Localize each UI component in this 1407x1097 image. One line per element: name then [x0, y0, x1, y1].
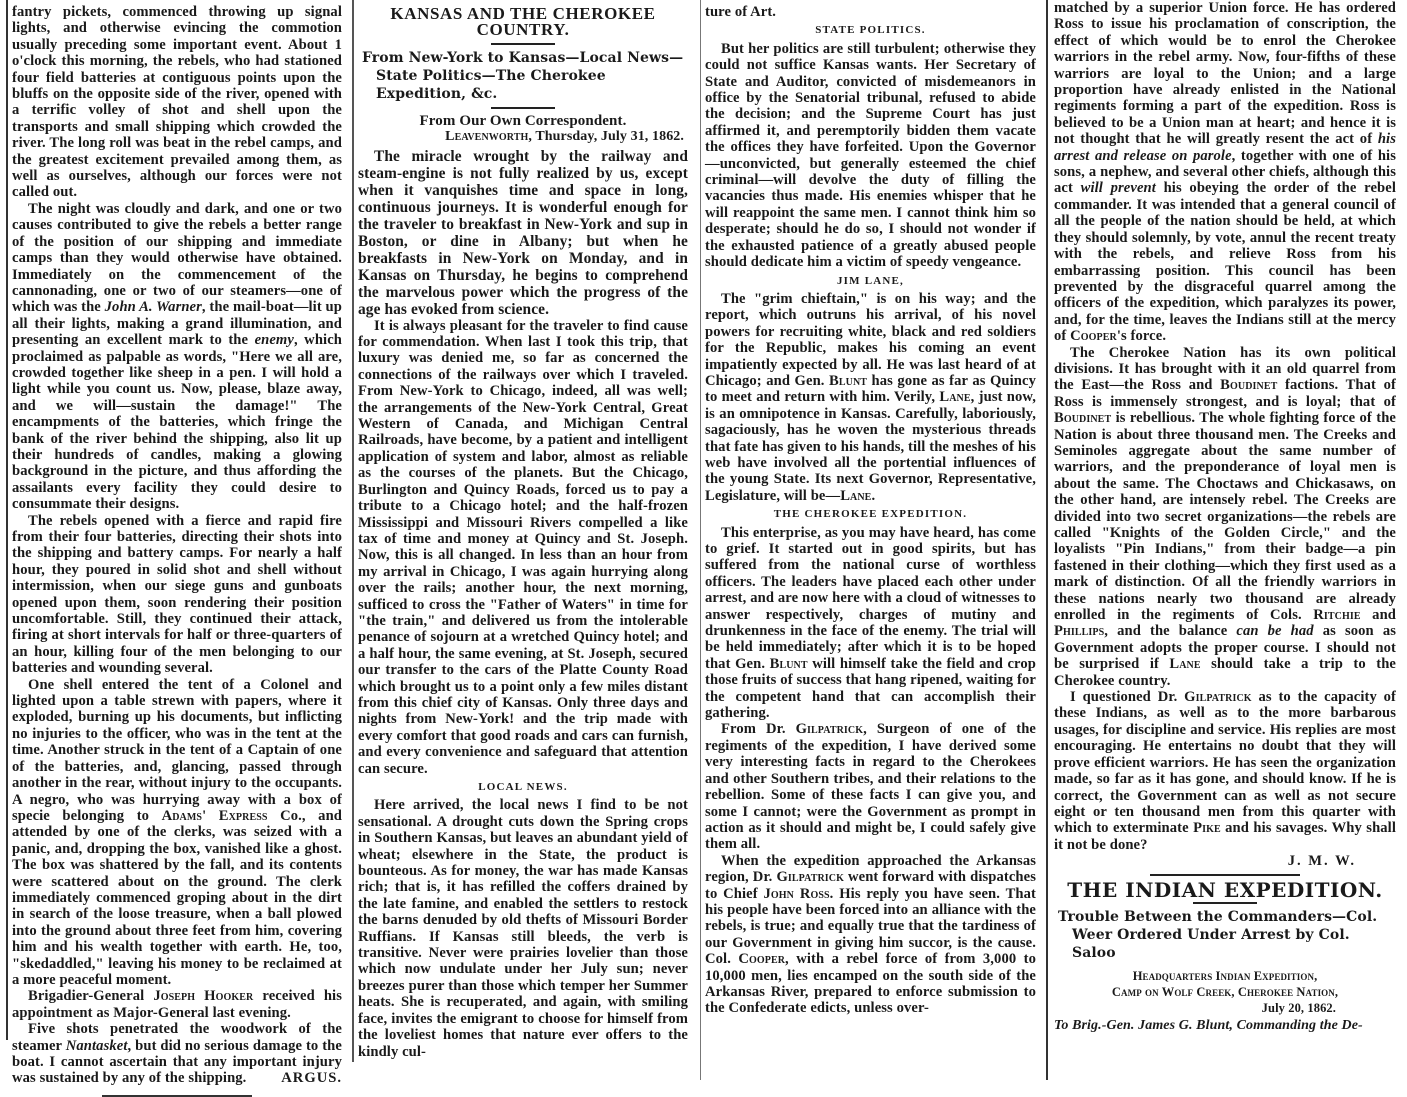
- paragraph: I questioned Dr. Gilpatrick as to the capacity of these Indians, as well as to the more barbarous usages, for discipline and service. His replies are most encouraging. He entertains no doubt that they will prove efficient warriors. He has seen the organization made, so far as it has gone, and should know. If he is correct, the Government can as well as not secure eight or ten thousand men from this quarter with which to exterminate Pike and his savages. Why shall it not be done?: [1054, 689, 1396, 853]
- divider-rule: [491, 107, 555, 109]
- byline: From Our Own Correspondent.: [419, 112, 627, 129]
- paragraph: Five shots penetrated the woodwork of the steamer Nantasket, but did no serious damage to the boat. I cannot ascertain that any important injury was sustained by any of the shipping. ARGUS.: [12, 1021, 342, 1087]
- article-title: THE INDIAN EXPEDITION.: [1067, 877, 1383, 902]
- paragraph: matched by a superior Union force. He has ordered Ross to issue his proclamation of conscription, the effect of which would be to enrol the Cherokee warriors in the rebel army. Now, four-fifths of these warriors are loyal to the Union; and a large proportion have already enlisted in the National regiments forming a part of the expedition. Ross is believed to be a Union man at heart; and hence it is not thought that he will greatly resent the act of his arrest and release on parole, together with one of his sons, a nephew, and several other chiefs, although this act will prevent his obeying the order of the rebel commander. It was intended that a general council of all the people of the nation should be held, at which they should solemnly, by vote, annul the recent treaty with the rebels, and relieve Ross from his embarrassing position. This council has been prevented by the disgraceful quarrel among the officers of the expedition, which paralyzes its power, and, for the time, leaves the Indians still at the mercy of Cooper's force.: [1054, 0, 1396, 345]
- column-4: [1046, 0, 1402, 1080]
- signature: ARGUS.: [281, 1070, 342, 1087]
- dateline: Leavenworth, Thursday, July 31, 1862.: [445, 129, 684, 145]
- section-subhead: STATE POLITICS.: [815, 24, 926, 37]
- salutation: To Brig.-Gen. James G. Blunt, Commanding the De-: [1054, 1017, 1363, 1033]
- section-subhead: JIM LANE,: [836, 274, 905, 287]
- ship-name: Nantasket: [65, 1037, 128, 1054]
- paragraph: The Cherokee Nation has its own political divisions. It has brought with it an old quarrel from the East—the Ross and Boudinet factions. That of Ross is immensely strongest, and is loyal; that of Boudinet is rebellious. The whole fighting force of the Nation is about three thousand men. The Creeks and Seminoles aggregate about the same number of warriors, and the preponderance of loyal men is about the same. The Choctaws and Chickasaws, on the other hand, are intensely rebel. The Creeks are divided into two secret organizations—the rebels are called "Knights of the Golden Circle," and the loyalists "Pin Indians," from their badge—a pin fastened in their clothing—which they first used as a mark of distinction. Of all the friendly warriors in these nations nearly two thousand are already enrolled in the regiments of Cols. Ritchie and Phillips, and the balance can be had as soon as Government adopts the proper course. I should not be surprised if Lane should take a trip to the Cherokee country.: [1054, 344, 1397, 689]
- paragraph: Brigadier-General Joseph Hooker received his appointment as Major-General last evening.: [12, 988, 342, 1021]
- paragraph: The miracle wrought by the railway and steam-engine is not fully realized by us, except when it vanquishes time and space in long, continuous journeys. It is wonderful enough for the traveler to breakfast in New-York and sup in Boston, or dine in Albany; but when he breakfasts in New-York on Monday, and in Kansas on Thursday, he begins to comprehend the marvelous power which the progress of the age has evoked from science.: [358, 147, 688, 318]
- paragraph: It is always pleasant for the traveler to find cause for commendation. When last I took this trip, that luxury was denied me, so far as concerned the connections of the railways over which I traveled. From New-York to Chicago, indeed, all was well; the arrangements of the New-York Central, Great Western of Canada, and Michigan Central Railroads, have become, by a patient and intelligent application of system and labor, almost as reliable as the courses of the planets. But the Chicago, Burlington and Quincy Roads, forced us to pay a tribute to a Chicago hotel; and the half-frozen Mississippi and Missouri Rivers compelled a like tax of time and money at Quincy and St. Joseph. Now, this is all changed. In less than an hour from my arrival in Chicago, I was again hurrying along over the rails; another hour, the next morning, sufficed to cross the "Father of Waters" in time for "the train," and delivered us from the intolerable penance of sojourn at a wretched Quincy hotel; and a half hour, the same evening, at St. Joseph, secured our transfer to the cars of the Platte County Road which brought us to a point only a few miles distant from this chief city of Kansas. Only three days and nights from New-York! and the trip made with every comfort that good roads and cars can furnish, and every convenience and safeguard that attention can secure.: [358, 317, 688, 777]
- column-3: [700, 0, 1042, 1080]
- paragraph: This enterprise, as you may have heard, has come to grief. It started out in good spirits, but has suffered from the national curse of worthless officers. The leaders have placed each other under arrest, and are now here with a cloud of witnesses to answer respectively, charges of mutiny and drunkenness in the face of the enemy. The trial will be held immediately; after which it is to be hoped that Gen. Blunt will himself take the field and crop those fruits of success that hang ripened, waiting for the competent hand that can accomplish their gathering.: [705, 524, 1036, 722]
- article-deck: Trouble Between the Commanders—Col. Weer Ordered Under Arrest by Col. Saloo: [1058, 908, 1378, 961]
- paragraph: fantry pickets, commenced throwing up signal lights, and otherwise evincing the commotion usually preceding some important event. About 1 o'clock this morning, the rebels, who had stationed four field batteries at contiguous points upon the bluffs on the opposite side of the river, opened with a terrific volley of shot and shell upon the transports and small shipping which crowded the river. The long roll was beat in the rebel camps, and the greatest excitement prevailed among them, as well as ourselves, although our forces were not called out.: [12, 4, 342, 201]
- paragraph: ture of Art.: [705, 4, 777, 20]
- column-1: [6, 0, 346, 1087]
- paragraph: But her politics are still turbulent; otherwise they could not suffice Kansas wants. Her Secretary of State and Auditor, convicted of misdemeanors in office by the Senatorial tribunal, refused to abide the decision; and the Supreme Court has just affirmed it, and peremptorily bidden them vacate the offices they have forfeited. Upon the Governor—unconvicted, but generally esteemed the chief criminal—will devolve the duty of filling the vacancies thus made. His enemies whisper that he will reappoint the same men. I cannot think him so desperate; should he do so, I should not wonder if the exhausted patience of a greatly abused people should dedicate him a victim of speedy vengeance.: [705, 40, 1036, 271]
- divider-rule: [1193, 902, 1257, 904]
- paragraph: When the expedition approached the Arkansas region, Dr. Gilpatrick went forward with dispatches to Chief John Ross. His reply you have seen. That his people have been forced into an alliance with the rebels, is true; and equally true that the tardiness of our Government in giving him succor, is the cause. Col. Cooper, with a rebel force of from 3,000 to 10,000 men, lies encamped on the south side of the Arkansas River, prepared to enforce submission to the Confederate edicts, unless over-: [705, 852, 1036, 1017]
- divider-rule: [1150, 874, 1300, 876]
- paragraph: The night was cloudly and dark, and one or two causes contributed to give the rebels a better range of the position of our shipping and immediate camps than they would otherwise have obtained. Immediately on the commencement of the cannonading, one or two of our steamers—one of which was the John A. Warner, the mail-boat—lit up all their lights, making a grand illumination, and presenting an excellent mark to the enemy, which proclaimed as palpable as words, "Here we all are, crowded together like sheep in a pen. I will hold a light while you count us. Now, please, blaze away, and we will—sustain the damage!" The encampments of the batteries, which fringe the bank of the river behind the shipping, also lit up their hundreds of candles, making a glowing background in the picture, and thus affording the assailants every facility they could desire to consummate their designs.: [12, 200, 342, 513]
- person-name: Joseph Hooker: [153, 988, 254, 1005]
- section-subhead: LOCAL NEWS.: [478, 781, 568, 793]
- column-2: [352, 0, 692, 1062]
- paragraph: The rebels opened with a fierce and rapid fire from their four batteries, directing their shots into the shipping and battery camps. For nearly a half hour, they poured in solid shot and shell without intermission, when our siege guns and gunboats opened upon them, soon rendering their position uncomfortable. Still, they continued their attack, firing at short intervals for half or three-quarters of an hour, killing four of the men belonging to our batteries and wounding several.: [12, 512, 342, 677]
- article-deck: From New-York to Kansas—Local News—State Politics—The Cherokee Expedition, &c.: [362, 49, 684, 102]
- dateline: Headquarters Indian Expedition, Camp on Wolf Creek, Cherokee Nation, July 20, 1862.: [1111, 968, 1339, 1015]
- paragraph: The "grim chieftain," is on his way; and the report, which outruns his arrival, of his novel powers for recruiting white, black and red soldiers for the Republic, makes his coming an event impatiently expected by all. He was last heard of at Chicago; and Gen. Blunt has gone as far as Quincy to meet and return with him. Verily, Lane, just now, is an omnipotence in Kansas. Carefully, laboriously, sagaciously, has he woven the mysterious threads that fate has given to his hands, till the meshes of his web have involved all the portential influences of the young State. Its next Governor, Representative, Legislature, will be—Lane.: [705, 290, 1037, 504]
- paragraph: One shell entered the tent of a Colonel and lighted upon a table strewn with papers, where it exploded, burning up his documents, but inflicting no injuries to the officer, who was in the tent at the time. Another struck in the tent of a Captain of one of the batteries, and, glancing, passed through another in the rear, without injury to the occupants. A negro, who was hurrying away with a box of specie belonging to Adams' Express Co., and attended by one of the clerks, was seized with a panic, and, dropping the box, vanished like a ghost. The box was shattered by the fall, and its contents were scattered about on the ground. The clerk immediately commenced groping about in the dirt in search of the loose treasure, when a ball plowed into the ground about three feet from him, covering him and his wealth together with earth. He, too, "skedaddled," leaving his money to be reclaimed at a more peaceful moment.: [12, 676, 343, 988]
- divider-rule: [491, 43, 555, 45]
- paragraph: Here arrived, the local news I find to be not sensational. A drought cuts down the Spring crops in Southern Kansas, but leaves an abundant yield of wheat; elsewhere in the State, the product is bounteous. As for money, the war has made Kansas rich; that is, it has refilled the coffers drained by the late famine, and enabled the settlers to restock the barns denuded by old thefts of Missouri Border Ruffians. If Kansas still bleeds, the verb is transitive. Never were prairies lovelier than those which now undulate under her July sun; never breezes purer than those which temper her Summer heats. She is recuperated, and again, with smiling face, invites the emigrant to choose for himself from the loveliest homes that nature ever offers to the kindly cul-: [358, 797, 688, 1060]
- paragraph: From Dr. Gilpatrick, Surgeon of one of the regiments of the expedition, I have derived some very interesting facts in regard to the Cherokees and other Southern tribes, and their relations to the rebellion. Some of these facts I can give you, and some I cannot; were the Government as prompt in action as it should and might be, I could safely give them all.: [705, 721, 1036, 853]
- ship-name: John A. Warner: [104, 299, 202, 316]
- article-title: KANSAS AND THE CHEROKEE COUNTRY.: [390, 4, 656, 40]
- section-subhead: THE CHEROKEE EXPEDITION.: [773, 508, 968, 521]
- signature: J. M. W.: [1287, 853, 1356, 870]
